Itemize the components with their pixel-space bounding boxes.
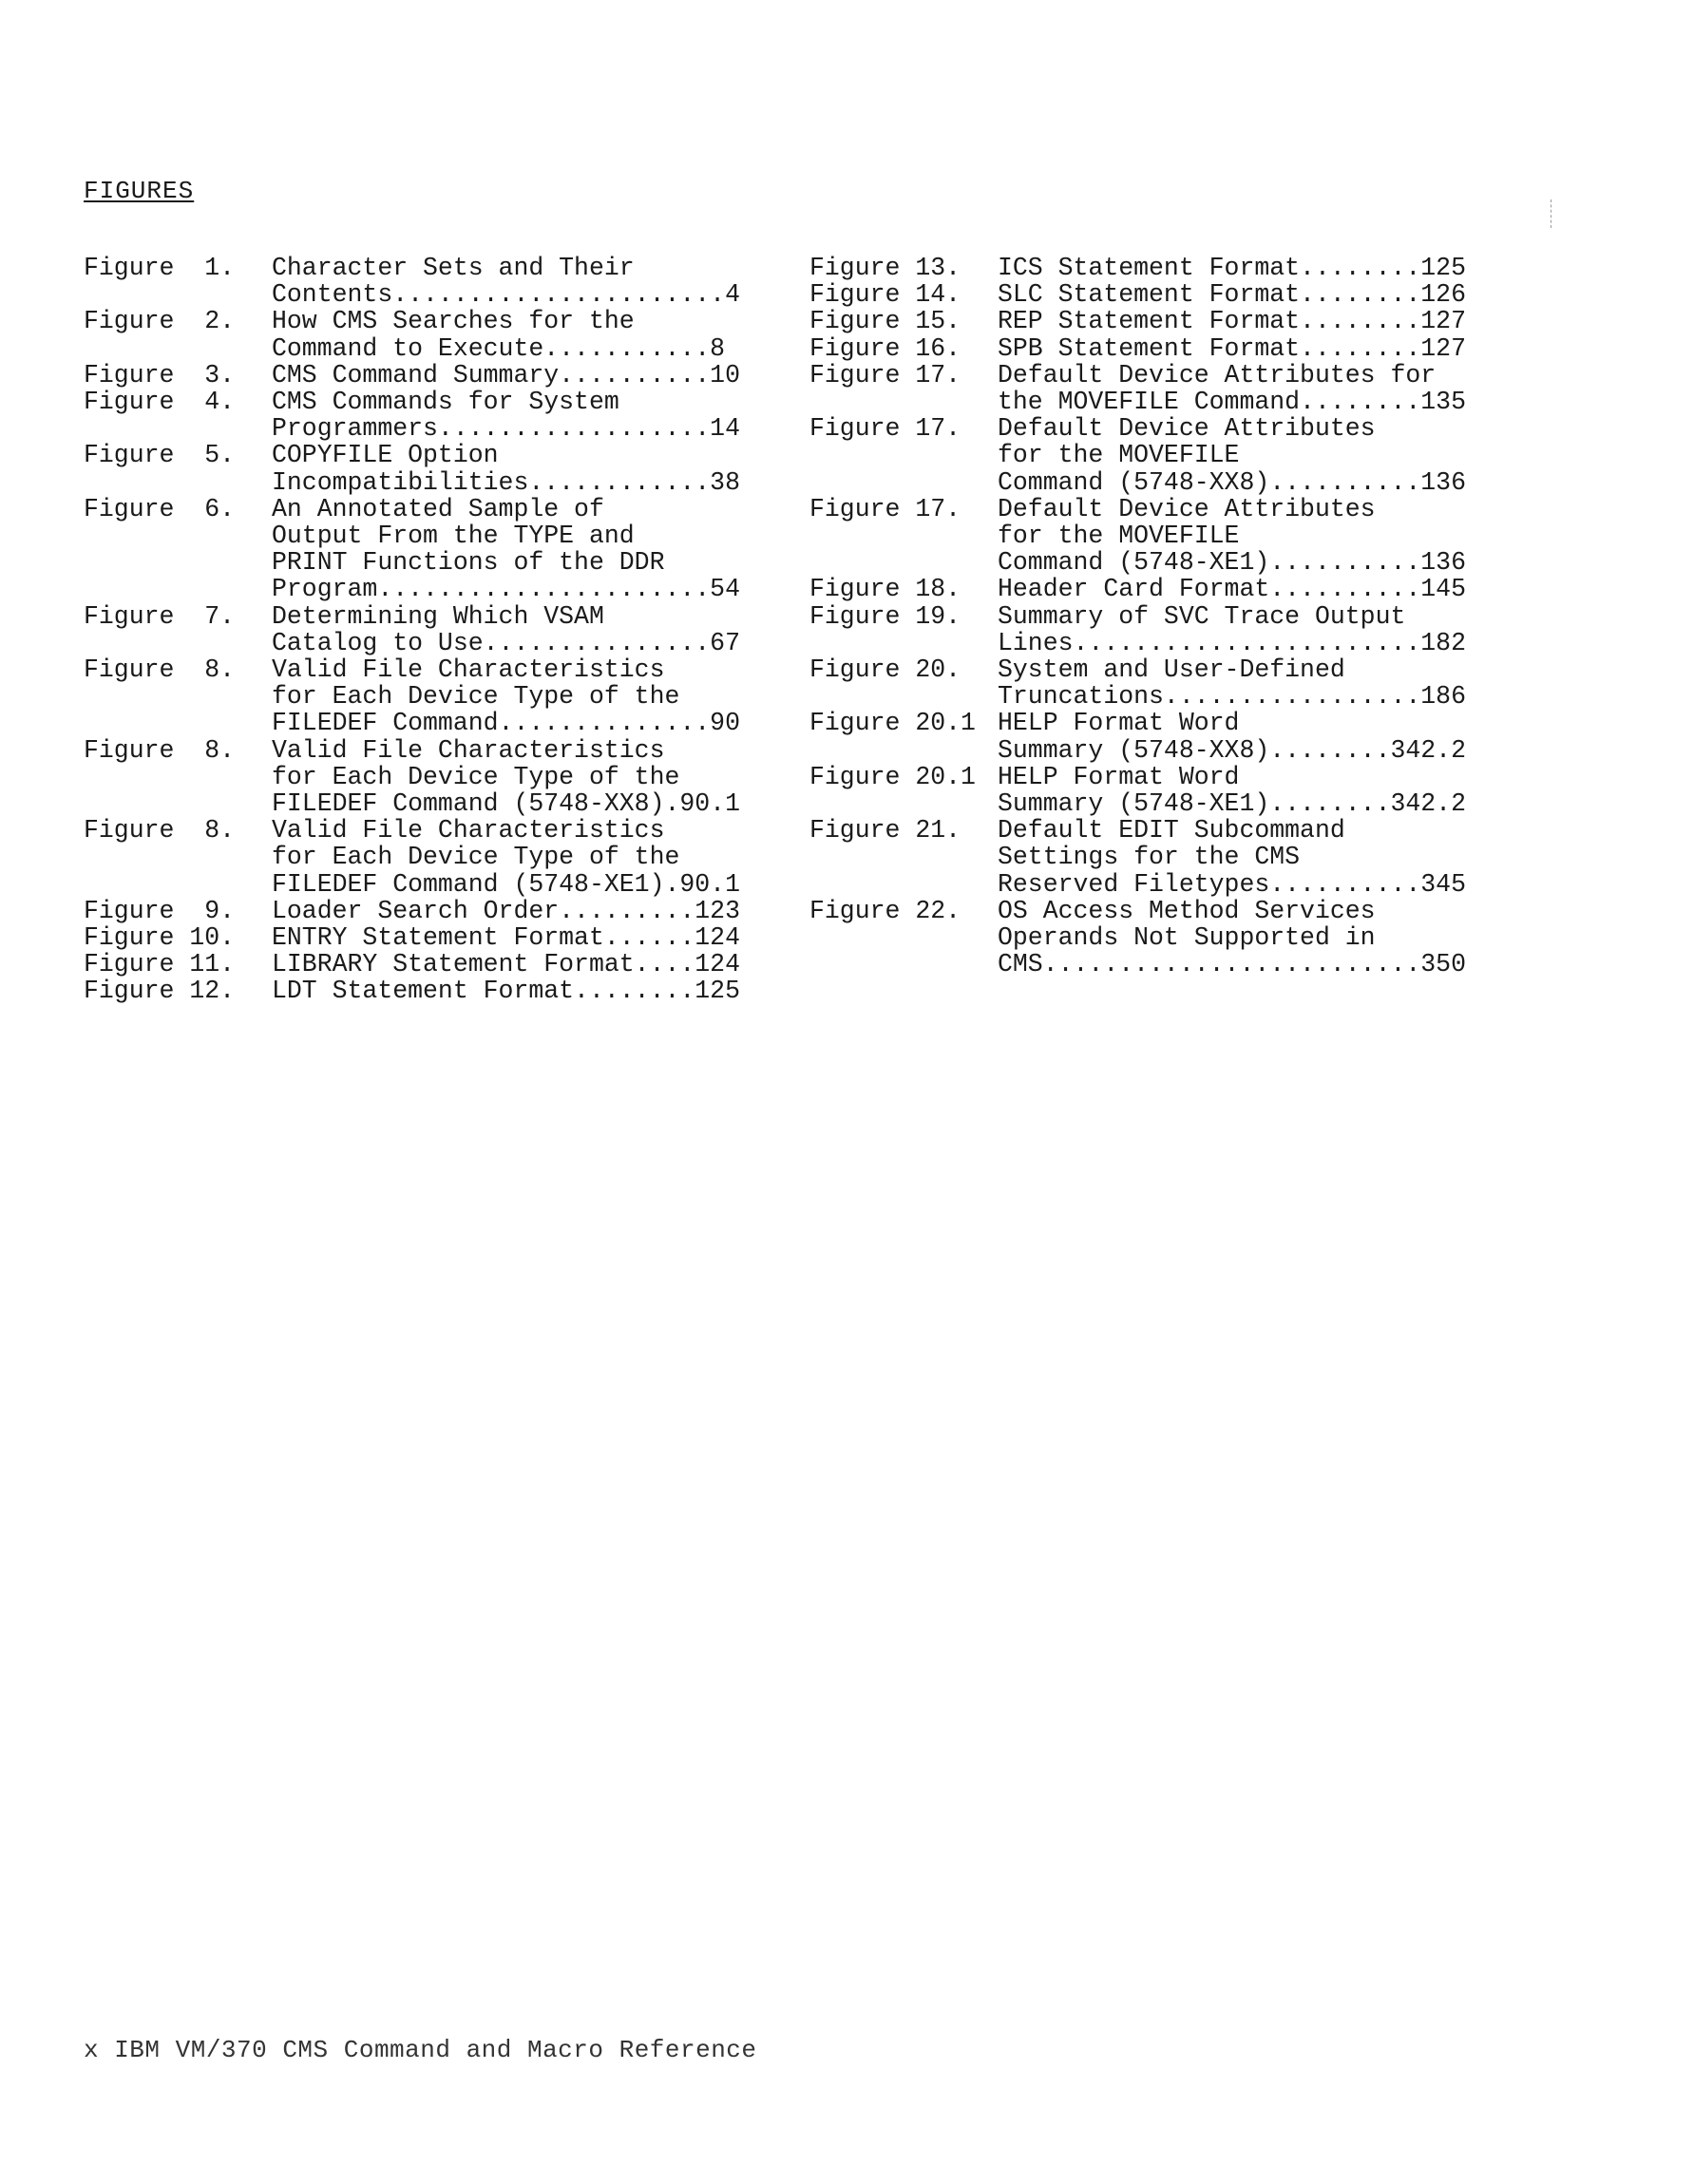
figure-title [998, 898, 1492, 978]
figure-title [998, 415, 1492, 496]
figure-title-line: How CMS Searches for the [272, 307, 635, 336]
figure-title [998, 496, 1492, 577]
figure-title [998, 576, 1492, 602]
figure-number: Figure 17. [809, 494, 961, 523]
figure-title [998, 335, 1492, 362]
figure-entry [809, 415, 1492, 496]
figure-number: Figure 18. [809, 575, 961, 604]
figure-title-line: FILEDEF Command (5748-XE1).90.1 [272, 869, 740, 899]
figure-title [272, 656, 766, 737]
figure-entry [809, 496, 1492, 577]
figure-entry [84, 737, 766, 818]
figure-title-line: for Each Device Type of the [272, 682, 680, 712]
figure-title-line: Reserved Filetypes..........345 [998, 869, 1466, 899]
figure-number: Figure 8. [84, 735, 236, 765]
figure-title-line: HELP Format Word [998, 709, 1240, 738]
figure-title [272, 978, 766, 1004]
figure-number: Figure 5. [84, 441, 236, 470]
figure-title-line: Command (5748-XE1)..........136 [998, 548, 1466, 578]
figure-title [272, 898, 766, 924]
figure-number: Figure 15. [809, 307, 961, 336]
figure-title-line: Truncations.................186 [998, 682, 1466, 712]
figure-entry [809, 255, 1492, 281]
figure-title-line: Contents......................4 [272, 280, 740, 310]
figure-number: Figure 8. [84, 816, 236, 845]
figure-title-line: Determining Which VSAM [272, 601, 604, 631]
figure-number: Figure 16. [809, 333, 961, 363]
figure-title-line: for Each Device Type of the [272, 843, 680, 872]
figure-number: Figure 17. [809, 414, 961, 444]
figure-number: Figure 17. [809, 360, 961, 389]
figure-title-line: Loader Search Order.........123 [272, 896, 740, 925]
figure-title [272, 496, 766, 603]
figure-number: Figure 2. [84, 307, 236, 336]
figure-entry [809, 335, 1492, 362]
figure-title [998, 656, 1492, 710]
figure-title [998, 362, 1492, 415]
page-heading: FIGURES [84, 177, 195, 205]
figure-entry [809, 281, 1492, 308]
figure-title-line: for the MOVEFILE [998, 522, 1240, 551]
figure-title-line: Program......................54 [272, 575, 740, 604]
figure-number: Figure 4. [84, 388, 236, 417]
figure-title-line: Default Device Attributes [998, 414, 1376, 444]
figure-title-line: System and User-Defined [998, 655, 1345, 685]
figure-title-line: An Annotated Sample of [272, 494, 604, 523]
figure-title-line: CMS.........................350 [998, 950, 1466, 979]
figure-title-line: Default Device Attributes [998, 494, 1376, 523]
figure-title-line: FILEDEF Command (5748-XX8).90.1 [272, 789, 740, 819]
figure-title [272, 951, 766, 978]
figure-title [272, 362, 766, 389]
figure-title-line: Settings for the CMS [998, 843, 1301, 872]
figure-number: Figure 13. [809, 254, 961, 282]
figure-title-line: Summary of SVC Trace Output [998, 601, 1406, 631]
figure-title [998, 281, 1492, 308]
figure-title-line: the MOVEFILE Command........135 [998, 388, 1466, 417]
figure-number: Figure 7. [84, 601, 236, 631]
figure-title-line: Command (5748-XX8)..........136 [998, 467, 1466, 497]
figure-title [998, 308, 1492, 334]
figure-title-line: LIBRARY Statement Format....124 [272, 950, 740, 979]
figure-number: Figure 6. [84, 494, 236, 523]
figure-title [272, 255, 766, 308]
figure-title-line: LDT Statement Format........125 [272, 977, 740, 1006]
figure-title-line: ICS Statement Format........125 [998, 254, 1466, 282]
figure-entry [84, 255, 766, 308]
figure-number: Figure 1. [84, 254, 236, 282]
figure-title-line: Valid File Characteristics [272, 655, 665, 685]
figure-title [998, 764, 1492, 817]
figure-title [272, 924, 766, 951]
figure-title-line: Valid File Characteristics [272, 816, 665, 845]
figure-entry [809, 576, 1492, 602]
figure-title-line: CMS Command Summary..........10 [272, 360, 740, 389]
figure-title-line: COPYFILE Option [272, 441, 499, 470]
figure-number: Figure 21. [809, 816, 961, 845]
figure-title [272, 737, 766, 818]
figure-entry [84, 308, 766, 361]
figure-number: Figure 9. [84, 896, 236, 925]
figure-number: Figure 20.1 [809, 709, 976, 738]
figure-number: Figure 8. [84, 655, 236, 685]
figure-entry [84, 442, 766, 495]
figure-title-line: Summary (5748-XE1)........342.2 [998, 789, 1466, 819]
figure-entry [84, 951, 766, 978]
figure-title [272, 817, 766, 898]
figure-title-line: Operands Not Supported in [998, 923, 1376, 953]
figure-title [272, 389, 766, 442]
figure-entry [84, 656, 766, 737]
figure-number: Figure 11. [84, 950, 236, 979]
figure-title-line: for Each Device Type of the [272, 762, 680, 791]
figure-title-line: CMS Commands for System [272, 388, 619, 417]
figure-title-line: Valid File Characteristics [272, 735, 665, 765]
figure-number: Figure 12. [84, 977, 236, 1006]
figure-title-line: Output From the TYPE and [272, 522, 635, 551]
figure-entry [84, 362, 766, 389]
figure-title [272, 603, 766, 656]
figure-title-line: OS Access Method Services [998, 896, 1376, 925]
figure-entry [809, 656, 1492, 710]
page-footer: x IBM VM/370 CMS Command and Macro Reference [84, 2036, 757, 2064]
figures-list-left-column [84, 255, 766, 1005]
figure-title-line: Default Device Attributes for [998, 360, 1437, 389]
figure-number: Figure 22. [809, 896, 961, 925]
figure-title-line: PRINT Functions of the DDR [272, 548, 665, 578]
figure-title-line: ENTRY Statement Format......124 [272, 923, 740, 953]
figure-entry [84, 817, 766, 898]
figure-title [998, 710, 1492, 763]
figure-title-line: Catalog to Use...............67 [272, 628, 740, 657]
figure-title-line: Incompatibilities............38 [272, 467, 740, 497]
figure-title-line: Lines.......................182 [998, 628, 1466, 657]
figure-entry [809, 710, 1492, 763]
figure-entry [84, 978, 766, 1004]
figure-entry [809, 898, 1492, 978]
figures-list-right-column [809, 255, 1492, 978]
figure-entry [84, 603, 766, 656]
figure-number: Figure 20. [809, 655, 961, 685]
figure-title-line: Summary (5748-XX8)........342.2 [998, 735, 1466, 765]
figure-title-line: Programmers..................14 [272, 414, 740, 444]
figure-title-line: Character Sets and Their [272, 254, 635, 282]
figure-title-line: Command to Execute...........8 [272, 333, 726, 363]
figure-number: Figure 3. [84, 360, 236, 389]
figure-title [272, 308, 766, 361]
figure-entry [809, 817, 1492, 898]
figure-title-line: SPB Statement Format........127 [998, 333, 1466, 363]
figure-number: Figure 19. [809, 601, 961, 631]
figure-title-line: REP Statement Format........127 [998, 307, 1466, 336]
figure-entry [84, 389, 766, 442]
figure-number: Figure 20.1 [809, 762, 976, 791]
figure-title-line: Header Card Format..........145 [998, 575, 1466, 604]
figure-entry [809, 362, 1492, 415]
figure-entry [84, 924, 766, 951]
figure-entry [809, 764, 1492, 817]
figure-title-line: HELP Format Word [998, 762, 1240, 791]
figure-title [998, 603, 1492, 656]
figure-entry [809, 308, 1492, 334]
figure-title [998, 255, 1492, 281]
figure-title-line: SLC Statement Format........126 [998, 280, 1466, 310]
figure-entry [84, 898, 766, 924]
figure-title-line: for the MOVEFILE [998, 441, 1240, 470]
figure-title-line: Default EDIT Subcommand [998, 816, 1345, 845]
margin-mark [1551, 199, 1553, 228]
figure-title-line: FILEDEF Command..............90 [272, 709, 740, 738]
figure-title [998, 817, 1492, 898]
figure-entry [84, 496, 766, 603]
figure-number: Figure 14. [809, 280, 961, 310]
figure-title [272, 442, 766, 495]
figure-number: Figure 10. [84, 923, 236, 953]
figure-entry [809, 603, 1492, 656]
